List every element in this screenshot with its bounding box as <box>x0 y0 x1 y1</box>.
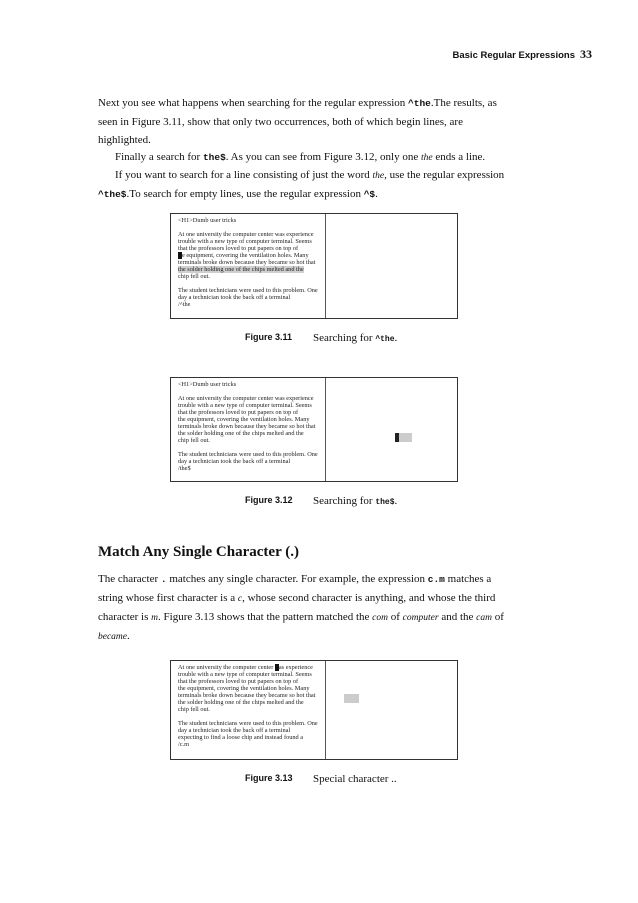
paragraph-end-of-line <box>98 148 518 167</box>
editor-line: that the professors loved to put papers on top of <box>178 245 299 252</box>
caption-run: Searching for <box>313 332 376 344</box>
text-run: of <box>491 611 504 623</box>
inline-italic: com <box>372 613 388 623</box>
page-number: 33 <box>580 47 592 61</box>
text-run: .To search for empty lines, use the regular expression <box>126 188 364 200</box>
editor-line: At one university the computer center was experience <box>178 395 314 402</box>
editor-line: The student technicians were used to this problem. One <box>178 720 318 727</box>
editor-line: trouble with a new type of computer terminal. Seems <box>178 402 312 409</box>
inline-italic: c <box>237 594 243 604</box>
figure-3-11-screenshot <box>170 213 458 319</box>
editor-line <box>178 252 309 259</box>
section-heading: Match Any Single Character (.) <box>98 544 299 560</box>
editor-line: The student technicians were used to this problem. One <box>178 287 318 294</box>
text-run: matches a string whose first character is a <box>98 573 492 604</box>
editor-command-line: /the$ <box>178 465 191 472</box>
text-run: The character <box>98 573 161 585</box>
paragraph-intro <box>98 94 518 149</box>
caption-text <box>313 332 397 344</box>
text-run: Finally a search for <box>115 151 203 163</box>
editor-line-highlighted: the solder holding one of the chips melted and the <box>178 266 304 273</box>
text-run: , whose second character is anything, and whose the third character is <box>98 592 496 623</box>
paragraph-single-character <box>98 570 508 646</box>
text-run: ends a line. <box>432 151 486 163</box>
inline-code: c.m <box>427 574 445 585</box>
editor-line: The student technicians were used to this problem. One <box>178 451 318 458</box>
figure-label: Figure 3.13 <box>245 773 293 783</box>
editor-command-line: /^the <box>178 301 191 308</box>
figure-3-12-caption <box>245 495 398 507</box>
text-run: , use the regular expression <box>384 169 505 181</box>
match-highlight <box>399 433 412 442</box>
editor-pane <box>171 214 326 318</box>
inline-italic: the <box>421 153 433 163</box>
editor-line-text: e equipment, covering the ventilation holes. Many <box>182 252 309 259</box>
editor-line: trouble with a new type of computer terminal. Seems <box>178 238 312 245</box>
figure-label: Figure 3.11 <box>245 332 293 342</box>
editor-line: the equipment, covering the ventilation holes. Many <box>178 685 310 692</box>
text-run: . As you can see from Figure 3.12, only one <box>225 151 421 163</box>
editor-line: <H1>Dumb user tricks <box>178 217 237 224</box>
editor-command-line: /c.m <box>178 741 190 748</box>
editor-line: terminals broke down because they became so hot that <box>178 259 316 266</box>
figure-label: Figure 3.12 <box>245 495 293 505</box>
editor-line: day a technician took the back off a terminal <box>178 458 291 465</box>
text-run: If you want to search for a line consisting of just the word <box>115 169 373 181</box>
editor-line: At one university the computer center was experience <box>178 231 314 238</box>
editor-line: the solder holding one of the chips melted and the <box>178 430 304 437</box>
inline-code: ^the <box>408 98 431 109</box>
match-highlight <box>344 694 359 703</box>
inline-code: ^$ <box>363 189 376 200</box>
figure-3-11-caption <box>245 332 398 344</box>
inline-code: the$ <box>202 152 226 163</box>
editor-line: the solder holding one of the chips melted and the <box>178 699 304 706</box>
text-run: .The results, as seen in Figure 3.11, show that only two occurrences, both of which begin lines, are highlighted. <box>98 97 497 146</box>
editor-line: that the professors loved to put papers on top of <box>178 409 299 416</box>
editor-line: that the professors loved to put papers on top of <box>178 678 299 685</box>
caption-text: Special character .. <box>313 773 397 785</box>
editor-pane <box>171 661 326 759</box>
editor-line: day a technician took the back off a terminal <box>178 294 291 301</box>
paragraph-empty-lines <box>98 166 518 204</box>
text-run: . <box>127 630 130 642</box>
text-run: matches any single character. For example, the expression <box>166 573 428 585</box>
editor-line: terminals broke down because they became so hot that <box>178 692 316 699</box>
figure-3-13-screenshot <box>170 660 458 760</box>
text-run: . <box>375 188 378 200</box>
inline-italic: the <box>372 171 385 181</box>
inline-italic: became <box>98 632 128 642</box>
inline-italic: computer <box>402 613 439 623</box>
editor-line-text: At one university the computer center <box>178 664 275 671</box>
editor-line: expecting to find a loose chip and instead found a <box>178 734 304 741</box>
editor-line <box>178 664 313 671</box>
caption-text <box>313 495 397 507</box>
text-run: of <box>388 611 403 623</box>
text-run: Next you see what happens when searching for the regular expression <box>98 97 409 109</box>
editor-line: trouble with a new type of computer terminal. Seems <box>178 671 312 678</box>
text-run: and the <box>438 611 477 623</box>
editor-line: chip fell out. <box>178 706 211 713</box>
editor-line-text: as experience <box>278 664 313 671</box>
editor-line: chip fell out. <box>178 437 211 444</box>
caption-code: ^the <box>375 335 395 344</box>
figure-3-13-caption <box>245 773 397 785</box>
editor-line: terminals broke down because they became so hot that <box>178 423 316 430</box>
figure-3-12-screenshot <box>170 377 458 482</box>
inline-code: ^the$ <box>98 189 127 200</box>
caption-run: . <box>394 495 398 507</box>
caption-run: Searching for <box>313 495 376 507</box>
editor-line: <H1>Dumb user tricks <box>178 381 237 388</box>
editor-pane <box>171 378 326 481</box>
inline-italic: cam <box>476 613 492 623</box>
editor-line: the equipment, covering the ventilation holes. Many <box>178 416 310 423</box>
inline-code: . <box>160 574 167 585</box>
text-run: . Figure 3.13 shows that the pattern matched the <box>158 611 373 623</box>
running-header-title: Basic Regular Expressions <box>452 50 575 61</box>
editor-line: chip fell out. <box>178 273 211 280</box>
inline-italic: m <box>151 613 159 623</box>
editor-line: day a technician took the back off a terminal <box>178 727 291 734</box>
caption-code: the$ <box>375 498 395 507</box>
caption-run: . <box>394 332 398 344</box>
